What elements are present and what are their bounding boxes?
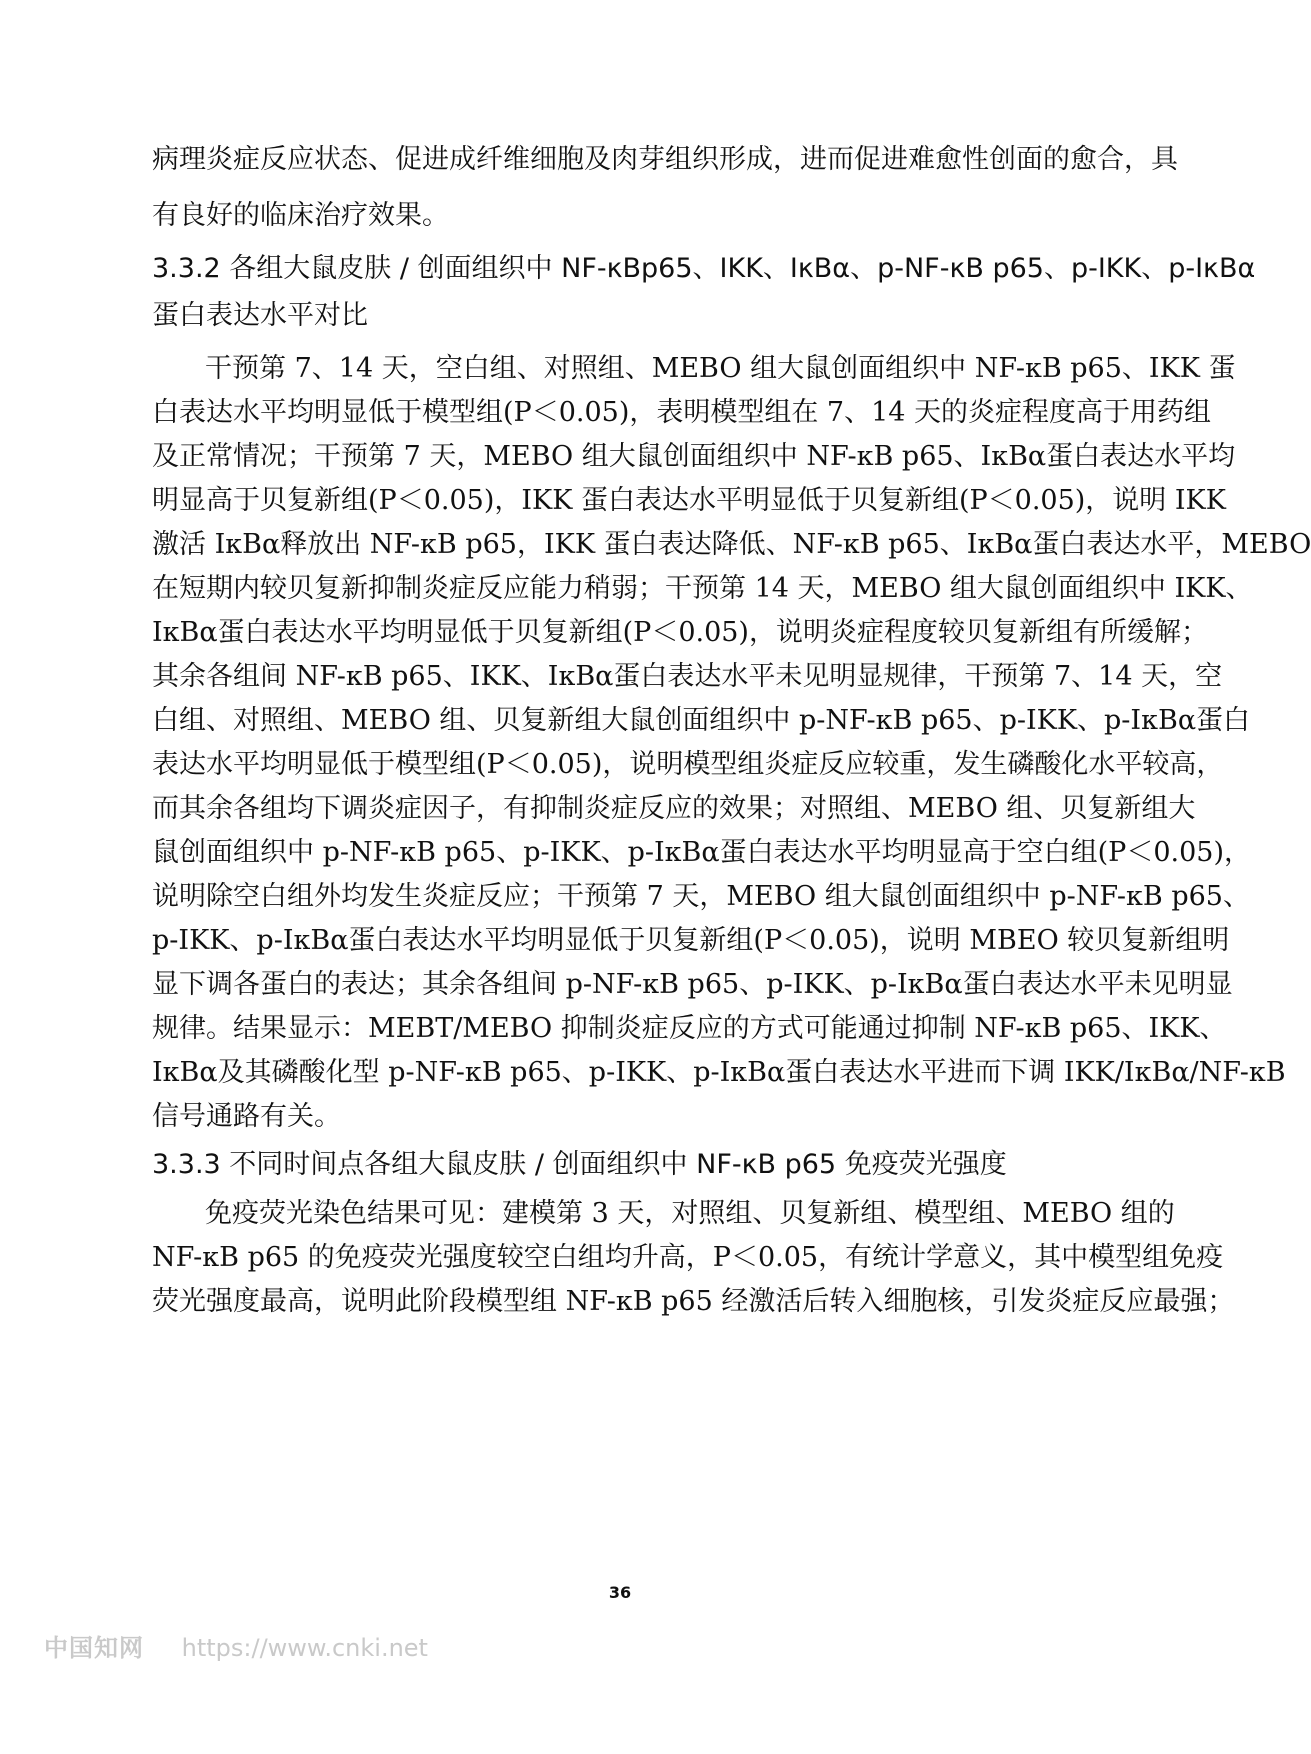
body-line: 激活 IκBα释放出 NF-κB p65，IKK 蛋白表达降低、NF-κB p65、IκBα蛋白表达水平，MEBO <box>152 529 1311 560</box>
body-line: NF-κB p65 的免疫荧光强度较空白组均升高，P＜0.05，有统计学意义，其中模型组免疫 <box>152 1242 1224 1273</box>
body-line: 说明除空白组外均发生炎症反应；干预第 7 天，MEBO 组大鼠创面组织中 p-NF-κB p65、 <box>152 881 1250 912</box>
body-line: 表达水平均明显低于模型组(P＜0.05)，说明模型组炎症反应较重，发生磷酸化水平较高， <box>152 749 1224 780</box>
body-line: 有良好的临床治疗效果。 <box>152 200 449 231</box>
body-line: 病理炎症反应状态、促进成纤维细胞及肉芽组织形成，进而促进难愈性创面的愈合，具 <box>152 144 1178 175</box>
body-line: 其余各组间 NF-κB p65、IKK、IκBα蛋白表达水平未见明显规律，干预第 7、14 天，空 <box>152 661 1223 692</box>
body-line: 信号通路有关。 <box>152 1101 341 1132</box>
body-line: 白组、对照组、MEBO 组、贝复新组大鼠创面组织中 p-NF-κB p65、p-IKK、p-IκBα蛋白 <box>152 705 1251 736</box>
body-line: IκBα及其磷酸化型 p-NF-κB p65、p-IKK、p-IκBα蛋白表达水平进而下调 IKK/IκBα/NF-κB <box>152 1057 1286 1088</box>
body-line: 荧光强度最高，说明此阶段模型组 NF-κB p65 经激活后转入细胞核，引发炎症反应最强； <box>152 1286 1235 1317</box>
section-heading-3-3-2: 3.3.2 各组大鼠皮肤 / 创面组织中 NF-κBp65、IKK、IκBα、p-NF-κB p65、p-IKK、p-IκBα <box>152 253 1256 284</box>
watermark <box>44 1628 428 1663</box>
section-heading-3-3-3: 3.3.3 不同时间点各组大鼠皮肤 / 创面组织中 NF-κB p65 免疫荧光强度 <box>152 1149 1007 1180</box>
body-line: 而其余各组均下调炎症因子，有抑制炎症反应的效果；对照组、MEBO 组、贝复新组大 <box>152 793 1196 824</box>
body-line: 显下调各蛋白的表达；其余各组间 p-NF-κB p65、p-IKK、p-IκBα蛋白表达水平未见明显 <box>152 969 1233 1000</box>
body-line: IκBα蛋白表达水平均明显低于贝复新组(P＜0.05)，说明炎症程度较贝复新组有所缓解； <box>152 617 1208 648</box>
page-number: 36 <box>608 1583 632 1602</box>
watermark-url: https://www.cnki.net <box>181 1634 428 1662</box>
body-line: 规律。结果显示：MEBT/MEBO 抑制炎症反应的方式可能通过抑制 NF-κB p65、IKK、 <box>152 1013 1227 1044</box>
body-line: 免疫荧光染色结果可见：建模第 3 天，对照组、贝复新组、模型组、MEBO 组的 <box>205 1198 1175 1229</box>
body-line: 明显高于贝复新组(P＜0.05)，IKK 蛋白表达水平明显低于贝复新组(P＜0.05)，说明 IKK <box>152 485 1226 516</box>
body-line: 鼠创面组织中 p-NF-κB p65、p-IKK、p-IκBα蛋白表达水平均明显高于空白组(P＜0.05)， <box>152 837 1251 868</box>
body-line: p-IKK、p-IκBα蛋白表达水平均明显低于贝复新组(P＜0.05)，说明 MBEO 较贝复新组明 <box>152 925 1230 956</box>
body-line: 及正常情况；干预第 7 天，MEBO 组大鼠创面组织中 NF-κB p65、IκBα蛋白表达水平均 <box>152 441 1236 472</box>
watermark-brand: 中国知网 <box>44 1634 144 1662</box>
body-line: 干预第 7、14 天，空白组、对照组、MEBO 组大鼠创面组织中 NF-κB p65、IKK 蛋 <box>205 353 1236 384</box>
body-line: 白表达水平均明显低于模型组(P＜0.05)，表明模型组在 7、14 天的炎症程度高于用药组 <box>152 397 1212 428</box>
body-line: 在短期内较贝复新抑制炎症反应能力稍弱；干预第 14 天，MEBO 组大鼠创面组织中 IKK、 <box>152 573 1253 604</box>
section-heading-3-3-2-cont: 蛋白表达水平对比 <box>152 300 368 331</box>
